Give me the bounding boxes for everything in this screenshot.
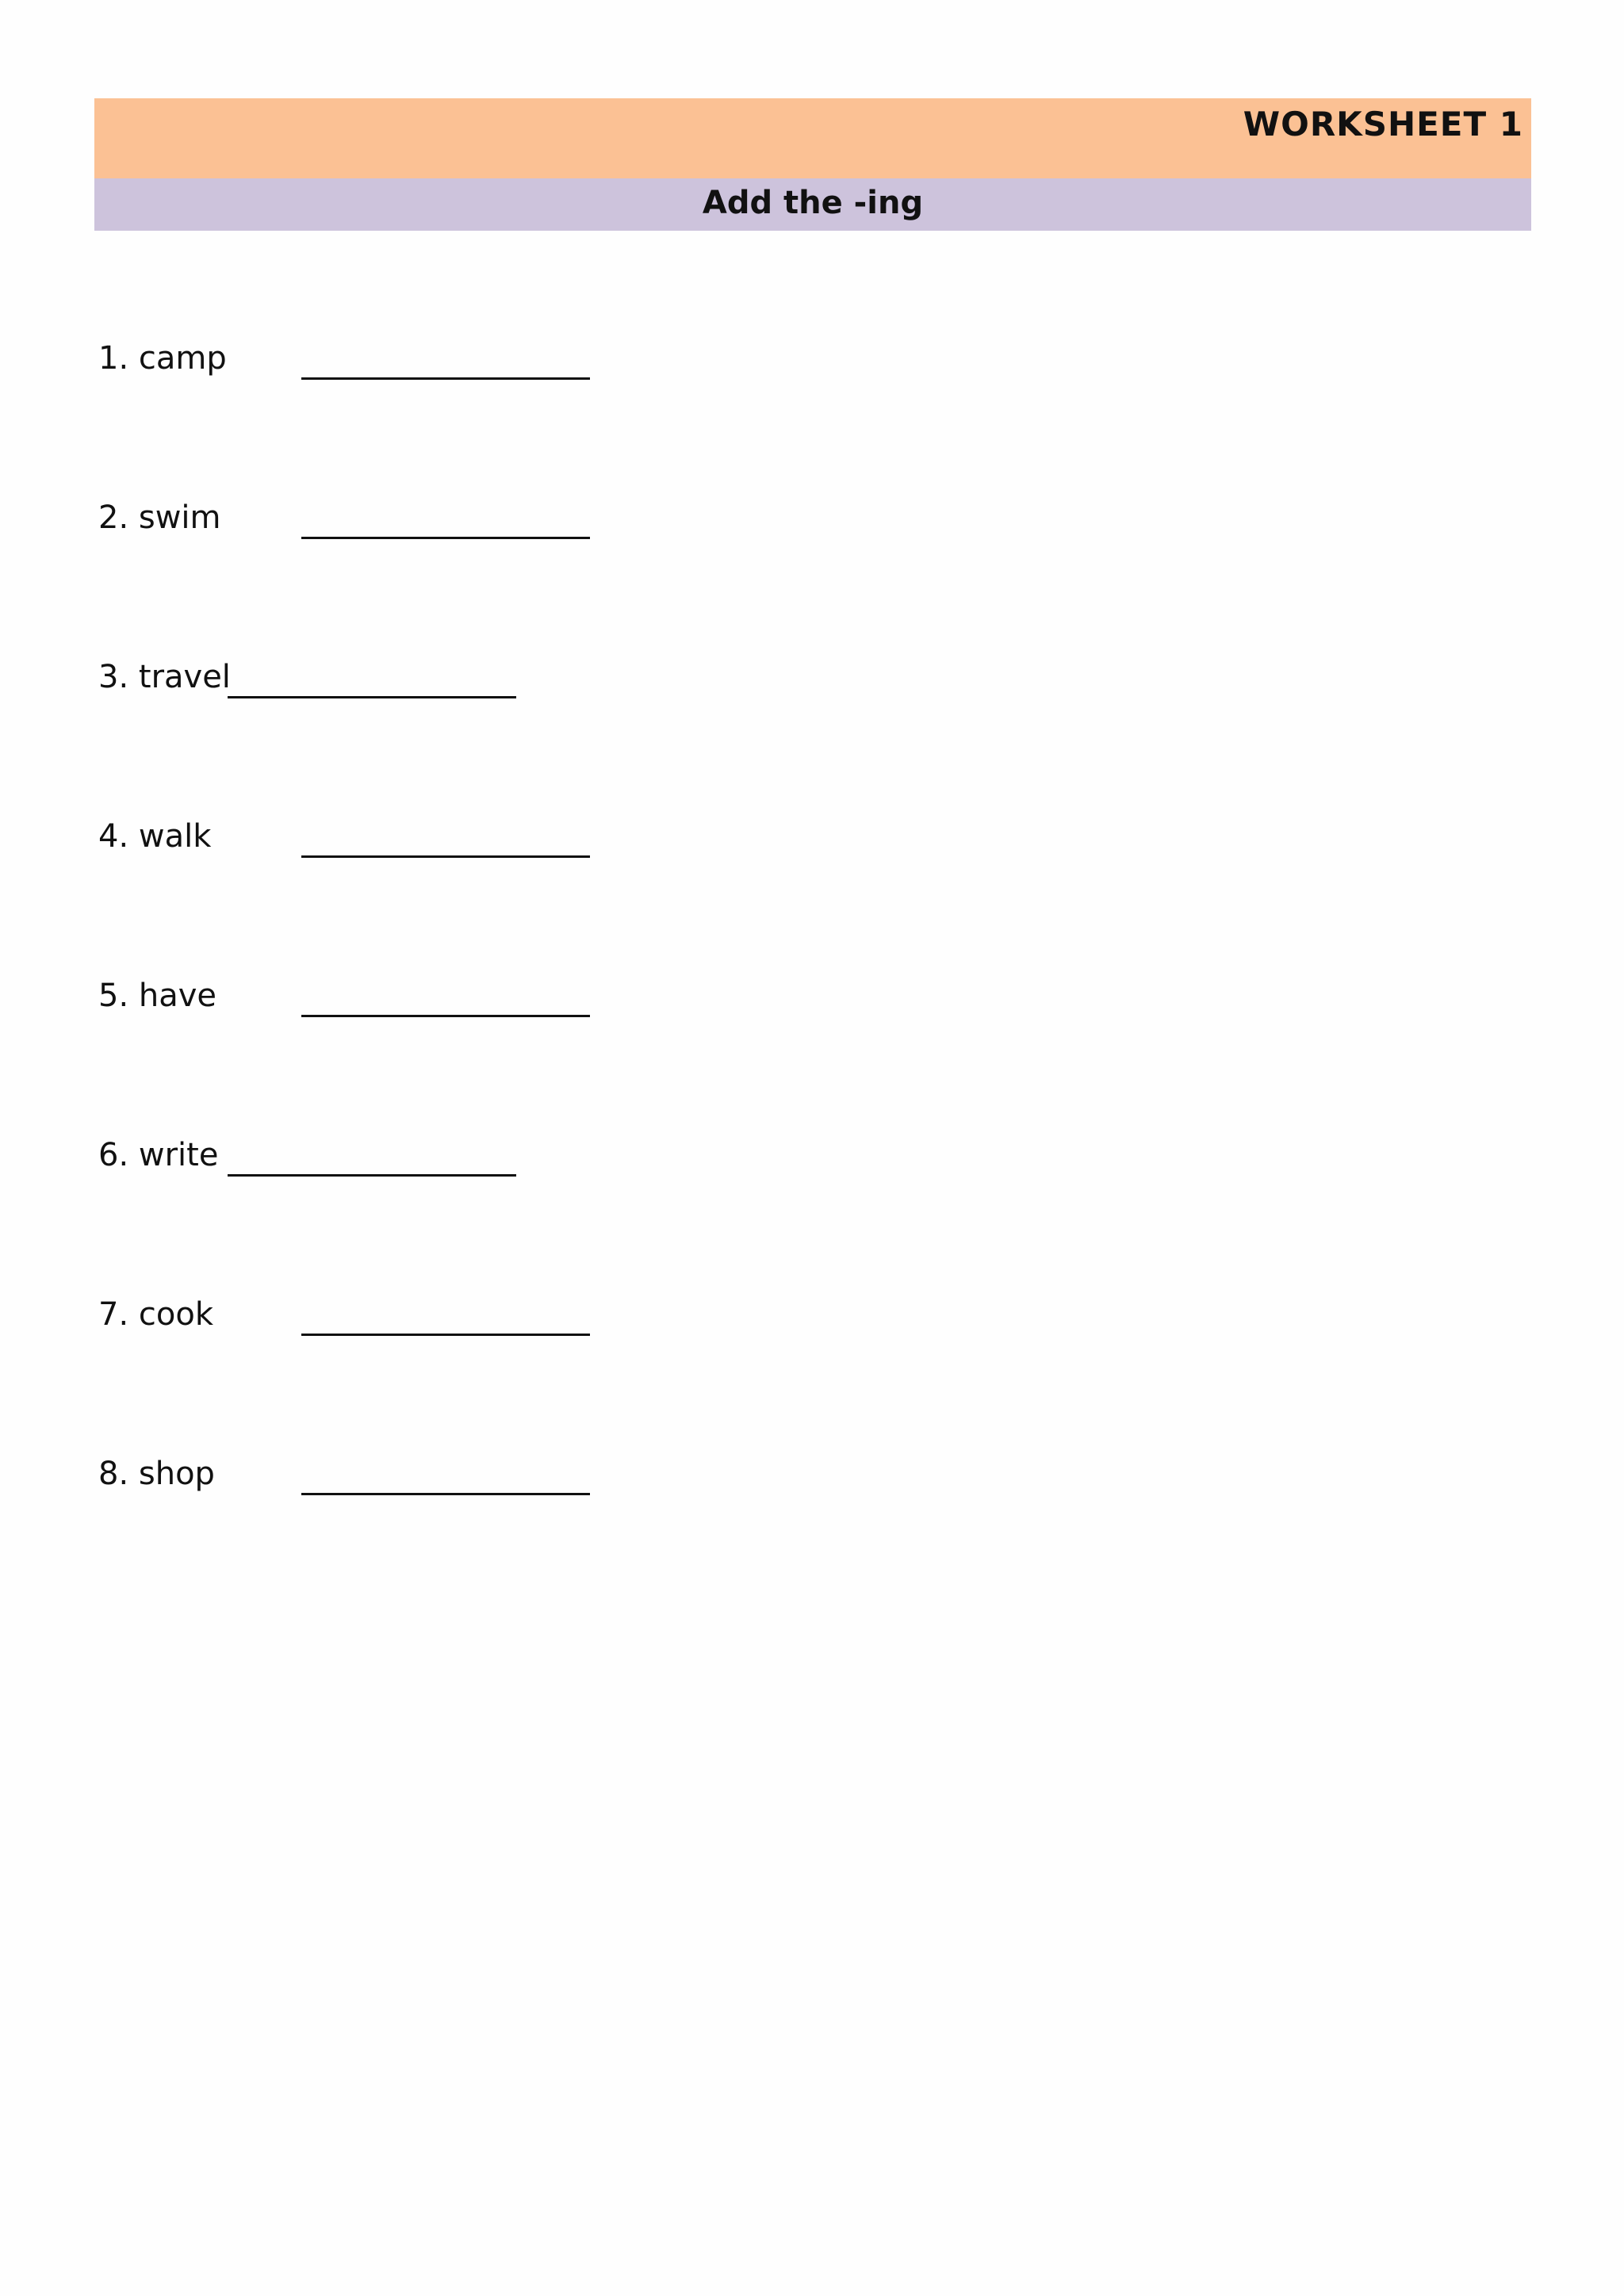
exercise-label: 2. swim <box>98 499 221 536</box>
answer-blank[interactable] <box>301 377 590 380</box>
exercise-label: 5. have <box>98 978 217 1014</box>
exercise-label: 3. travel <box>98 659 231 695</box>
instruction-title: Add the -ing <box>702 185 924 221</box>
exercise-label: 1. camp <box>98 340 227 377</box>
answer-blank[interactable] <box>301 1334 590 1336</box>
answer-blank[interactable] <box>301 1015 590 1017</box>
exercise-label: 4. walk <box>98 818 212 855</box>
answer-blank[interactable] <box>301 855 590 858</box>
answer-blank[interactable] <box>228 1174 516 1177</box>
answer-blank[interactable] <box>228 696 516 698</box>
exercise-label: 7. cook <box>98 1296 213 1333</box>
exercise-label: 6. write <box>98 1137 219 1173</box>
worksheet-title: WORKSHEET 1 <box>1243 105 1523 144</box>
answer-blank[interactable] <box>301 537 590 539</box>
exercise-label: 8. shop <box>98 1456 215 1492</box>
answer-blank[interactable] <box>301 1493 590 1495</box>
